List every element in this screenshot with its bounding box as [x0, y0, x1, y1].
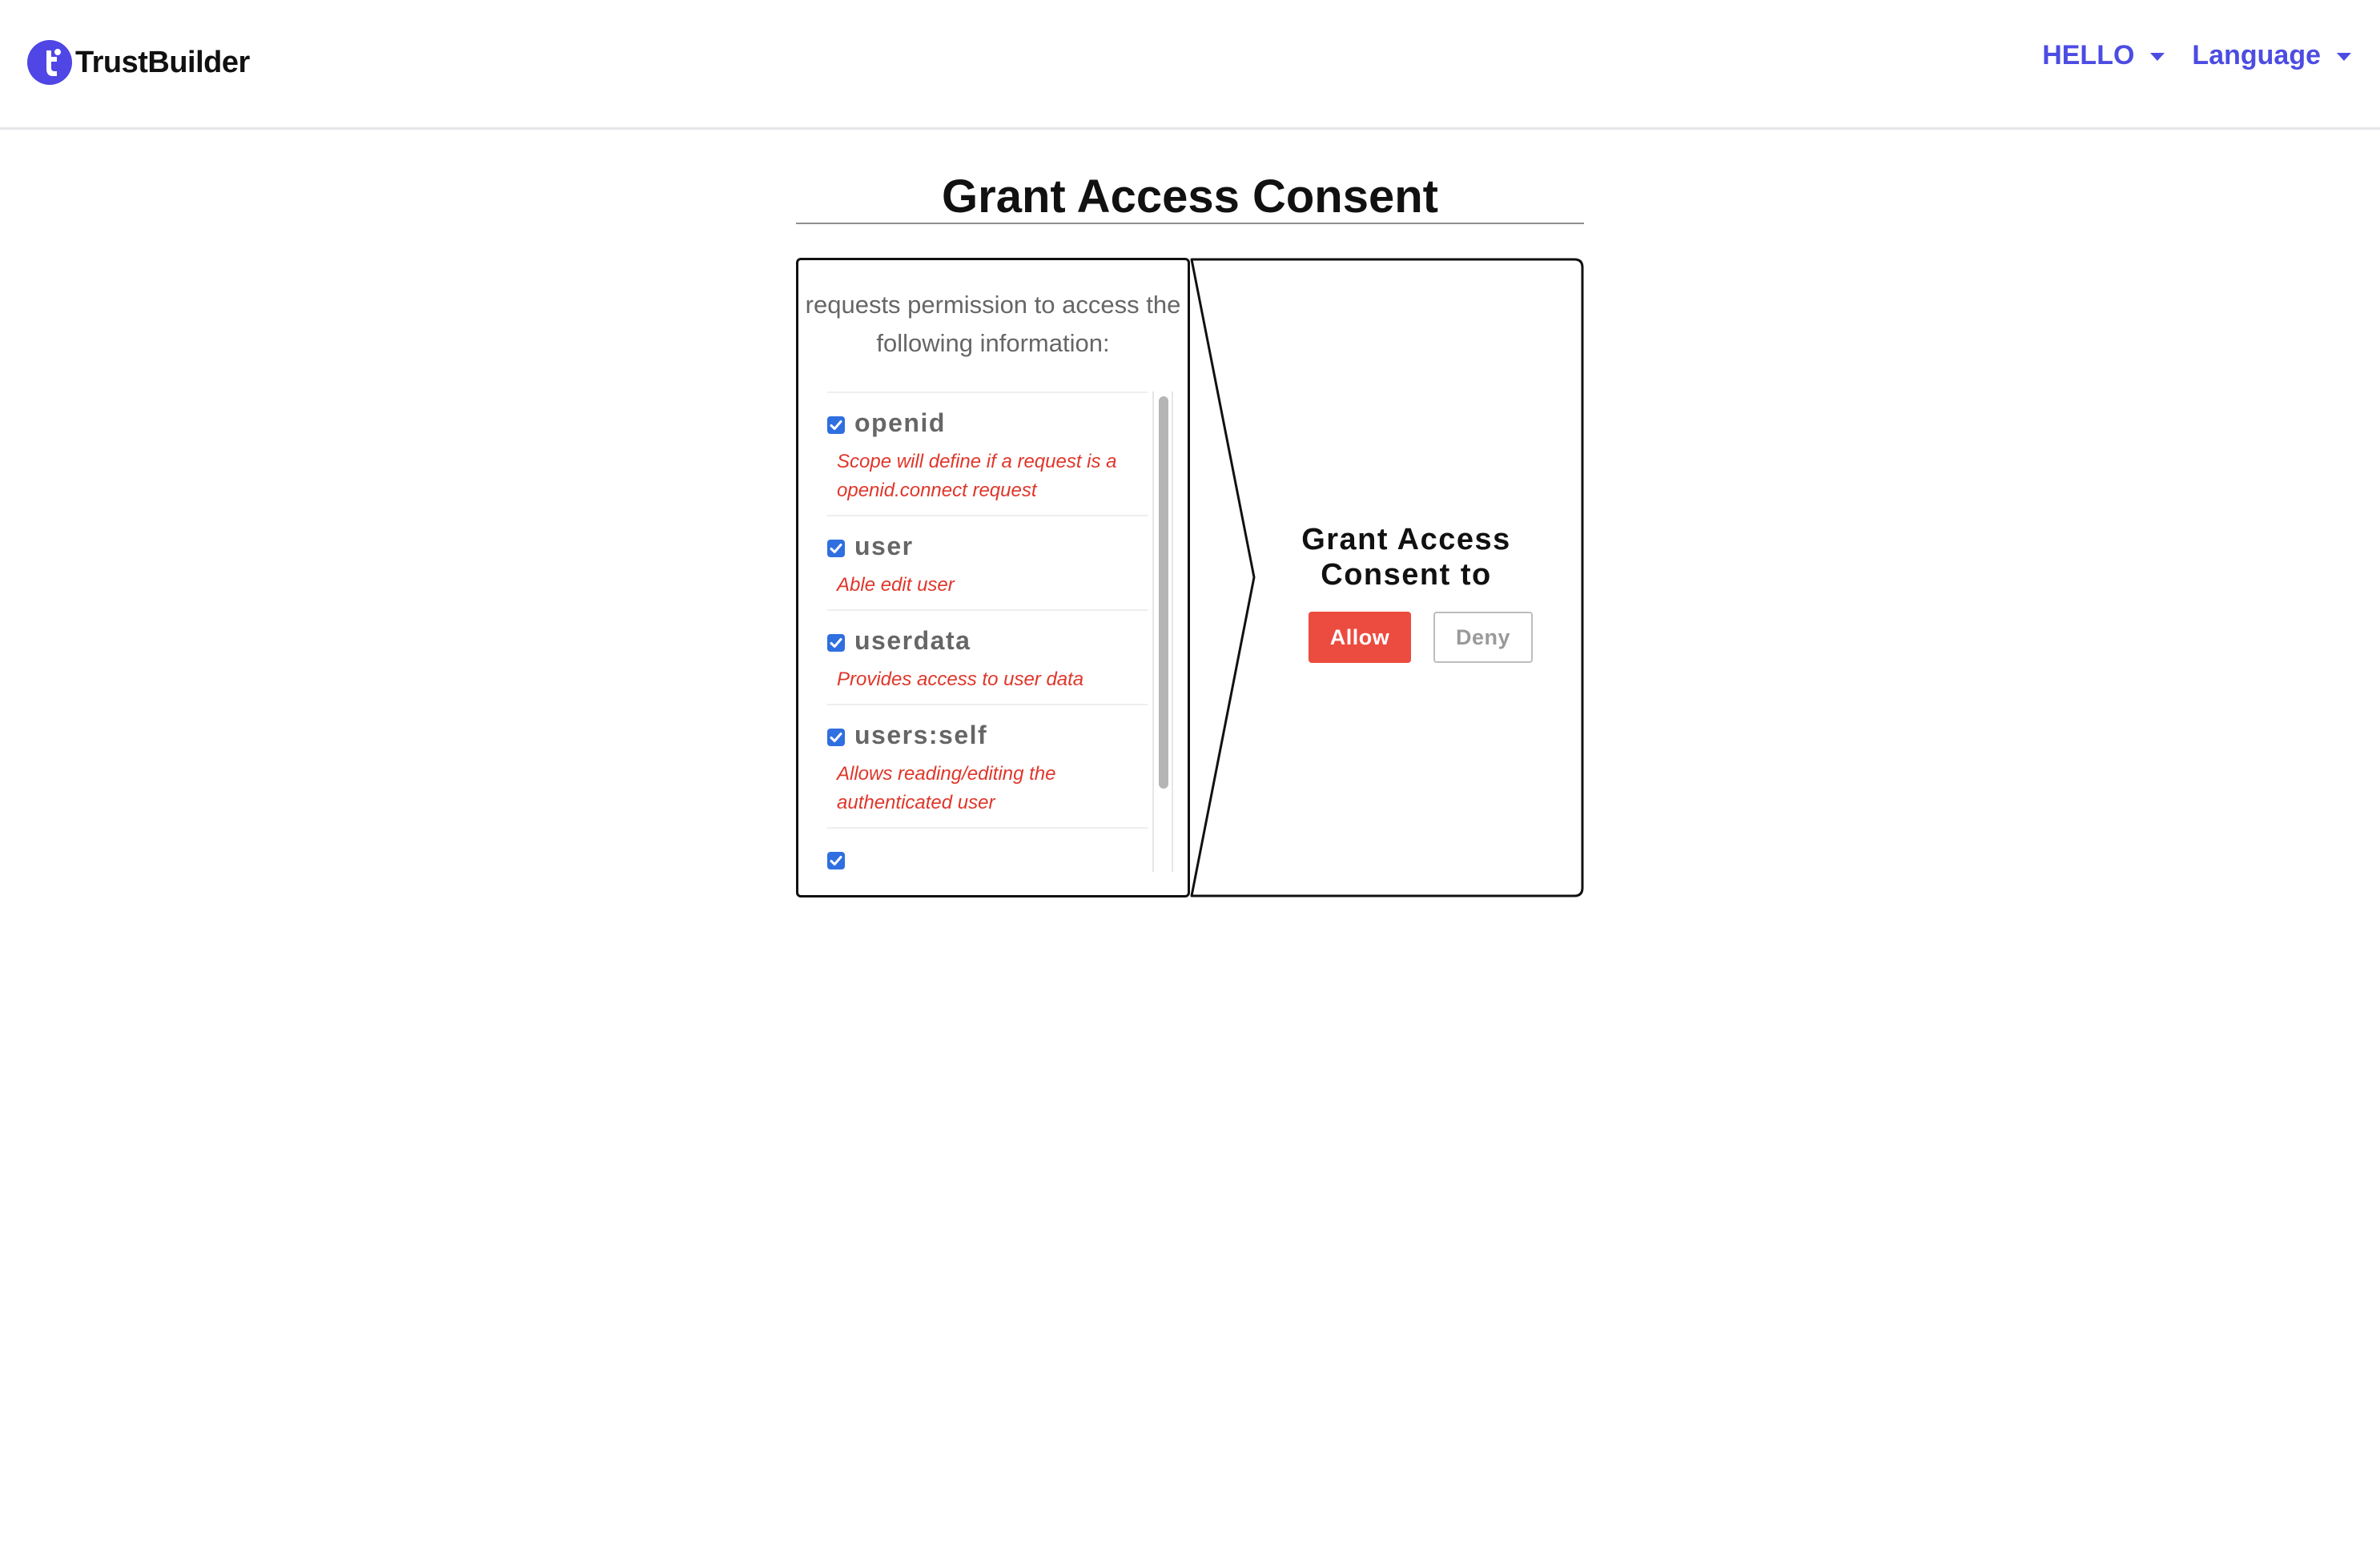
scope-item	[827, 704, 1148, 827]
consent-panel	[1190, 258, 1584, 897]
caret-down-icon	[2337, 53, 2351, 61]
checkbox-checked-icon	[827, 540, 845, 557]
scope-description: Able edit user	[837, 574, 955, 596]
scope-item	[827, 609, 1148, 704]
checkbox-checked-icon	[827, 852, 845, 869]
scope-checkbox[interactable]	[827, 540, 845, 557]
scope-description: Scope will define if a request is a openid.connect request	[837, 451, 1117, 501]
user-menu-dropdown[interactable]	[2042, 40, 2165, 71]
language-label: Language	[2192, 40, 2321, 70]
nav-menu	[2015, 40, 2351, 71]
allow-button[interactable]: Allow	[1309, 612, 1411, 663]
scope-checkbox[interactable]	[827, 852, 845, 869]
scope-name: users:self	[854, 720, 988, 749]
scope-checkbox[interactable]	[827, 416, 845, 434]
caret-down-icon	[2150, 53, 2165, 61]
title-divider	[796, 223, 1584, 224]
top-navbar	[0, 0, 2380, 130]
page-title: Grant Access Consent	[942, 171, 1438, 223]
language-dropdown[interactable]	[2192, 40, 2351, 71]
scope-name: userdata	[854, 625, 971, 655]
scope-checkbox[interactable]	[827, 634, 845, 652]
scrollbar-thumb[interactable]	[1159, 396, 1168, 789]
scope-list[interactable]	[827, 392, 1148, 872]
grant-consent-heading: Grant Access Consent to	[1301, 523, 1511, 592]
brand-logo[interactable]	[27, 38, 250, 86]
checkbox-checked-icon	[827, 416, 845, 434]
scope-panel	[796, 258, 1190, 897]
scope-item-partial	[827, 827, 1148, 872]
scope-checkbox[interactable]	[827, 729, 845, 746]
checkbox-checked-icon	[827, 634, 845, 652]
scope-name: openid	[854, 408, 946, 437]
scope-name: user	[854, 531, 914, 560]
scope-description: Allows reading/editing the authenticated user	[837, 763, 1056, 813]
scope-item	[827, 392, 1148, 515]
user-menu-label: HELLO	[2042, 40, 2135, 70]
trustbuilder-logo-icon	[27, 40, 72, 85]
scope-list-scrollbar[interactable]	[1152, 392, 1173, 872]
scope-description: Provides access to user data	[837, 669, 1084, 690]
deny-button[interactable]: Deny	[1433, 612, 1533, 663]
brand-name: TrustBuilder	[75, 45, 250, 79]
scope-item	[827, 515, 1148, 609]
checkbox-checked-icon	[827, 729, 845, 746]
permission-intro: requests permission to access the following information:	[805, 291, 1181, 357]
